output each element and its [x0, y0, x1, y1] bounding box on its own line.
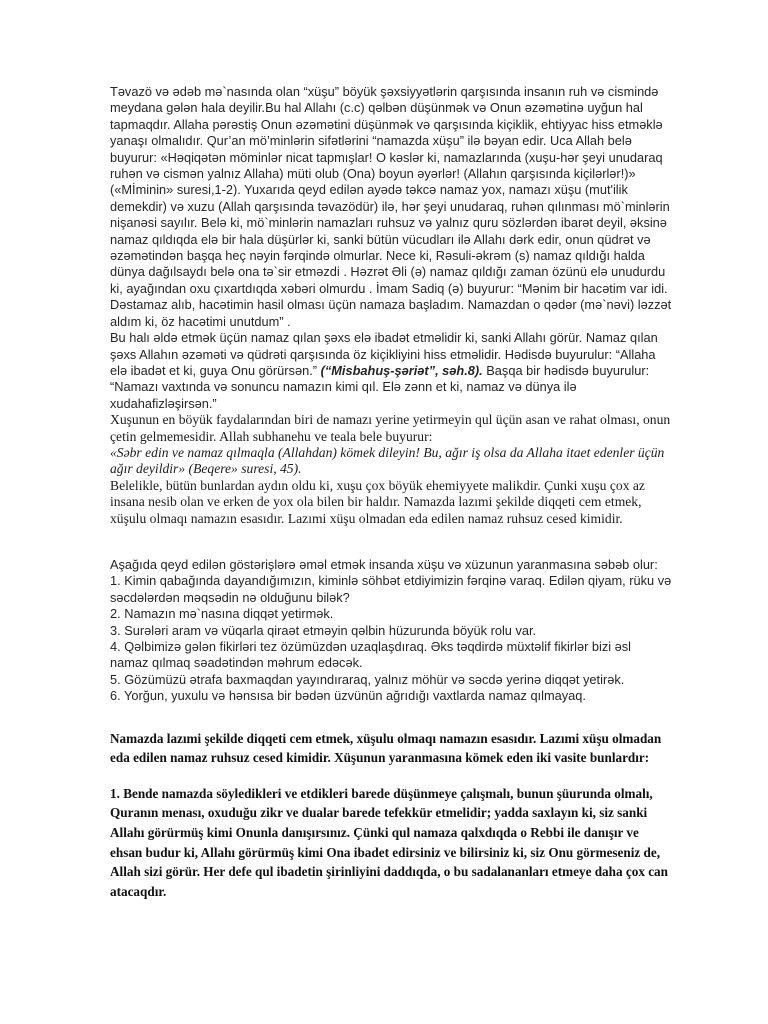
list-item: 5. Gözümüzü ətrafa baxmaqdan yayındıraraq, yalnız möhür və səcdə yerinə diqqət yetirək. [110, 671, 625, 687]
list-item: 1. Kimin qabağında dayandığımızın, kiminlə söhbət etdiyimizin fərqinə varaq. Edilən qiyam, rüku və səcdələrdən məqsədin nə olduğunu bilək? [110, 573, 672, 605]
bold-paragraph-point-1: 1. Bende namazda söyledikleri ve etdikleri barede düşünmeye çalışmalı, bunun şüurunda olmalı, Quranın menası, oxuduğu zikr ve dualar barede tefekkür etmelidir; yadda saxlayın ki, siz sanki Allahı görürmüş kimi Onunla danışırsınız. Çünki qul namaza qalxdıqda o Rebbi ile danışır ve ehsan budur ki, Allahı görürmüş kimi Ona ibadet edirsiniz ve bilirsiniz ki, siz Onu görmeseniz de, Allah sizi görür. Her defe qul ibadetin şirinliyini daddıqda, o bu sadalananları etmeye daha çox can atacaqdır. [110, 785, 668, 899]
paragraph-intro: Təvazö və ədəb mə`nasında olan “xüşu” böyük şəxsiyyətlərin qarşısında insanın ruh və cismində meydana gələn hala deyilir.Bu hal Allahı (c.c) qəlbən düşünmək və Onun əzəmətinə uyğun hal tapmaqdır. Allaha pərəstiş Onun əzəmətini düşünmək və qarşısında kiçiklik, ehtiyyac hiss etməklə yanaşı olmalıdır. Qur’an mö’minlərin sifətlərini “namazda xüşu” ilə bəyan edir. Uca Allah belə buyurur: «Həqiqətən möminlər nicat tapmışlar! O kəslər ki, namazlarında (xuşu-hər şeyi unudaraq ruhən və cismən yalnız Allaha) müti olub (Ona) boyun əyərlər! (Allahın qarşısında kiçilərlər!)» («Mİminin» suresi,1-2). Yuxarıda qeyd edilən ayədə təkcə namaz yox, namazı xüşu (mut'ilik demekdir) və xuzu (Allah qarşısında təvazödür) ilə, hər şeyi unudaraq, ruhən qılınması mö`minlərin nişanəsi sayılır. Belə ki, mö`minlərin namazları ruhsuz və yalnız quru sözlərdən ibarət deyil, əksinə namaz qıldıqda elə bir hala düşürlər ki, sanki bütün vücudları ilə Allahı dərk edir, onun qüdrət və əzəmətindən başqa heç nəyin fərqində olmurlar. Nece ki, Rəsuli-əkrəm (s) namaz qıldığı halda dünya dağılsaydı belə ona tə`sir etməzdi . Həzrət Əli (ə) namaz qıldığı zaman özünü elə unudurdu ki, ayağından oxu çıxartdıqda xəbəri olmurdu . İmam Sadiq (ə) buyurur: “Mənim bir hacətim var idi. Dəstamaz alıb, hacətimin hasil olması üçün namaza başladım. Namazdan o qədər (mə`nəvi) ləzzət aldım ki, öz hacətimi unutdum” . [110, 84, 672, 329]
list-item: 3. Surələri aram və vüqarla qiraət etməyin qəlbin hüzurunda böyük rolu var. [110, 622, 537, 638]
hadith-citation: (“Misbahuş-şəriət”, səh.8). [320, 362, 483, 378]
list-item: 2. Namazın mə`nasına diqqət yetirmək. [110, 606, 334, 622]
paragraph-conclusion: Belelikle, bütün bunlardan aydın oldu ki, xuşu çox böyük ehemiyyete malikdir. Çunki xuşu çox az insana nesib olan ve erken de yox ola bilen bir haldır. Namazda lazımi şekilde diqqeti cem etmek, xüşulu olmaqı namazın esasıdır. Lazımi xüşu olmadan eda edilen namaz ruhsuz cesed kimidir. [110, 477, 645, 526]
hadith-text-continued: Başqa bir hədisdə buyurulur: “Namazı vaxtında və sonuncu namazın kimi qıl. Elə zənn et ki, namaz və dünya ilə xudahafizləşirsən.” [110, 362, 650, 411]
paragraph-hadith [110, 330, 672, 412]
paragraph-xushu-benefit: Xuşunun en böyük faydalarından biri de namazı yerine yetirmeyin qul üçün asan ve rahat olması, onun çetin gelmemesidir. Allah subhanehu ve teala bele buyurur: [110, 412, 671, 444]
list-item: 6. Yorğun, yuxulu və hənsısa bir bədən üzvünün ağrıdığı vaxtlarda namaz qılmayaq. [110, 688, 586, 704]
hadith-text: Bu halı əldə etmək üçün namaz qılan şəxs elə ibadət etməlidir ki, sanki Allahı görür. Namaz qılan şəxs Allahın əzəməti və qüdrəti qarşısında öz kiçikliyini hiss etməlidir. Hədisdə buyurulur: “Allaha elə ibadət et ki, guya Onu görürsən.” [110, 330, 658, 378]
document-page [110, 84, 672, 901]
list-lead: Aşağıda qeyd edilən göstərişlərə əməl etmək insanda xüşu və xüzunun yaranmasına səbəb olur: [110, 556, 658, 572]
quran-quote: «Səbr edin ve namaz qılmaqla (Allahdan) kömek dileyin! Bu, ağır iş olsa da Allaha itaet edenler üçün ağır deyildir» (Beqere» suresi, 45). [110, 444, 665, 477]
list-item: 4. Qəlbimizə gələn fikirləri tez özümüzdən uzaqlaşdıraq. Əks təqdirdə müxtəlif fikirlər bizi əsl namaz qılmaq səadətindən məhrum edəcək. [110, 639, 632, 671]
bold-paragraph-intro: Namazda lazımi şekilde diqqeti cem etmek, xüşulu olmaqı namazın esasıdır. Lazımi xüşu olmadan eda edilen namaz ruhsuz cesed kimidir. Xüşunun yaranmasına kömek eden iki vasite bunlardır: [110, 730, 662, 766]
